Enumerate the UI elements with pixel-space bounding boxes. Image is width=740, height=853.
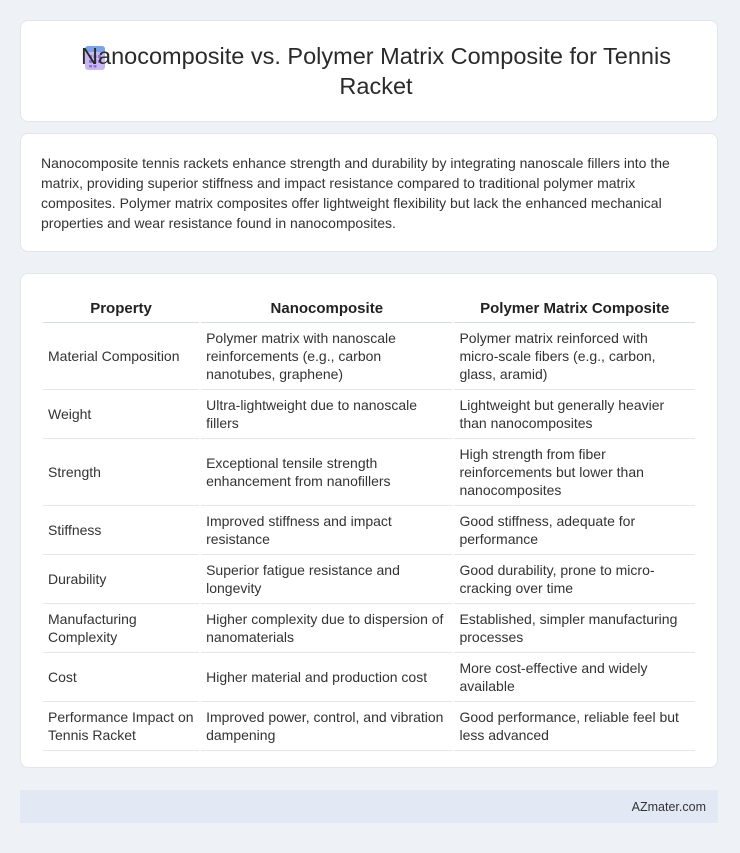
header-property: Property <box>43 294 199 323</box>
footer-brand: AZmater.com <box>631 799 706 814</box>
cell-polymer-matrix: More cost-effective and widely available <box>454 653 695 702</box>
table-row <box>43 506 695 555</box>
cell-polymer-matrix: Good stiffness, adequate for performance <box>454 506 695 555</box>
cell-nanocomposite: Polymer matrix with nanoscale reinforcements (e.g., carbon nanotubes, graphene) <box>201 323 452 390</box>
cell-nanocomposite: Improved stiffness and impact resistance <box>201 506 452 555</box>
cell-property: Performance Impact on Tennis Racket <box>43 702 199 751</box>
table-row <box>43 439 695 506</box>
comparison-table <box>41 294 697 751</box>
cell-property: Weight <box>43 390 199 439</box>
intro-card <box>20 133 718 252</box>
cell-property: Stiffness <box>43 506 199 555</box>
title-card <box>20 20 718 122</box>
intro-paragraph: Nanocomposite tennis rackets enhance strength and durability by integrating nanoscale fillers into the matrix, providing superior stiffness and impact resistance compared to traditional polymer matrix composites. Polymer matrix composites offer lightweight flexibility but lack the enhanced mechanical properties and wear resistance found in nanocomposites. <box>41 155 670 231</box>
table-row <box>43 702 695 751</box>
cell-polymer-matrix: Lightweight but generally heavier than nanocomposites <box>454 390 695 439</box>
cell-polymer-matrix: Established, simpler manufacturing processes <box>454 604 695 653</box>
cell-property: Manufacturing Complexity <box>43 604 199 653</box>
cell-polymer-matrix: Good performance, reliable feel but less advanced <box>454 702 695 751</box>
cell-polymer-matrix: Good durability, prone to micro-cracking over time <box>454 555 695 604</box>
cell-nanocomposite: Improved power, control, and vibration dampening <box>201 702 452 751</box>
cell-polymer-matrix: High strength from fiber reinforcements but lower than nanocomposites <box>454 439 695 506</box>
cell-nanocomposite: Superior fatigue resistance and longevity <box>201 555 452 604</box>
table-row <box>43 323 695 390</box>
footer <box>20 790 718 823</box>
table-row <box>43 390 695 439</box>
table-header-row <box>43 294 695 323</box>
cell-property: Strength <box>43 439 199 506</box>
cell-nanocomposite: Higher material and production cost <box>201 653 452 702</box>
cell-nanocomposite: Exceptional tensile strength enhancement from nanofillers <box>201 439 452 506</box>
cell-property: Material Composition <box>43 323 199 390</box>
cell-nanocomposite: Higher complexity due to dispersion of nanomaterials <box>201 604 452 653</box>
cell-nanocomposite: Ultra-lightweight due to nanoscale fillers <box>201 390 452 439</box>
table-row <box>43 555 695 604</box>
header-nanocomposite: Nanocomposite <box>201 294 452 323</box>
page-title: Nanocomposite vs. Polymer Matrix Composite for Tennis Racket <box>81 43 671 99</box>
comparison-card <box>20 273 718 768</box>
table-row <box>43 604 695 653</box>
header-polymer-matrix: Polymer Matrix Composite <box>454 294 695 323</box>
cell-property: Durability <box>43 555 199 604</box>
cell-property: Cost <box>43 653 199 702</box>
cell-polymer-matrix: Polymer matrix reinforced with micro-scale fibers (e.g., carbon, glass, aramid) <box>454 323 695 390</box>
table-row <box>43 653 695 702</box>
